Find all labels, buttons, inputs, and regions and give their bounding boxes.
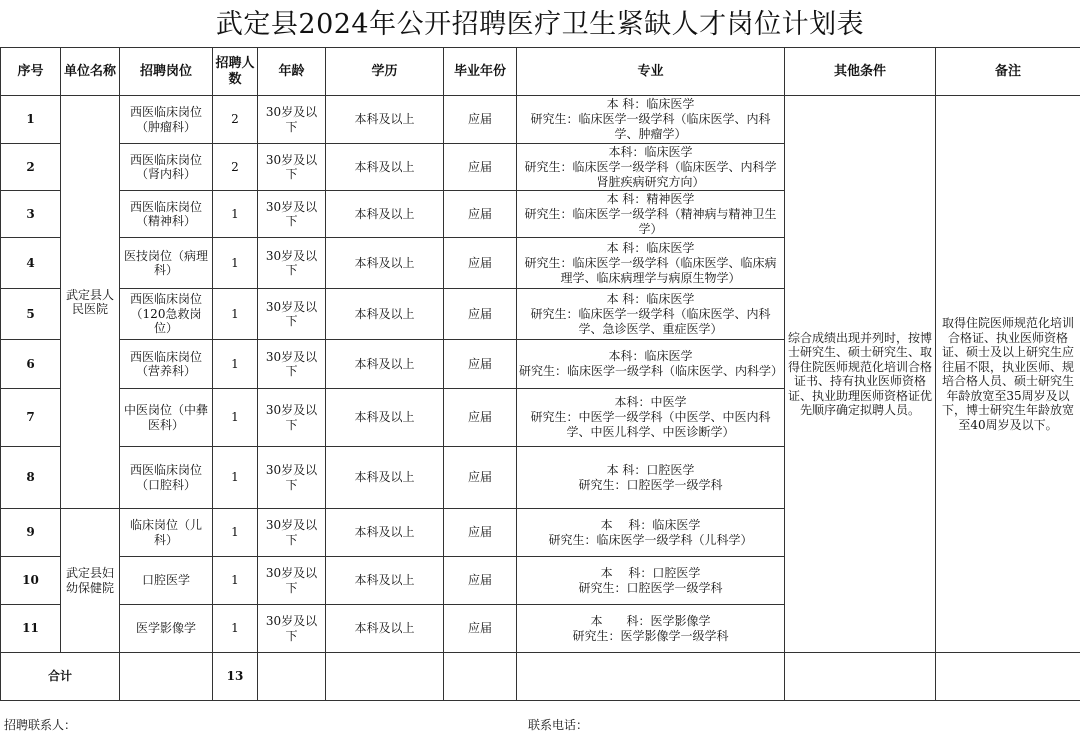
row-number: 8: [1, 447, 61, 509]
major-line: 研究生：临床医学一级学科（儿科学）: [548, 532, 753, 547]
graduation-year: 应届: [444, 509, 517, 557]
post-count: 1: [213, 557, 258, 605]
major-cell: [517, 191, 785, 238]
education: 本科及以上: [326, 509, 444, 557]
major-cell: [517, 340, 785, 389]
major-line: 研究生：中医学一级学科（中医学、中医内科学、中医儿科学、中医诊断学）: [530, 410, 771, 439]
education: 本科及以上: [326, 447, 444, 509]
major-line: 研究生：口腔医学一级学科: [578, 580, 723, 595]
major-line: 本 科：口腔医学: [606, 462, 695, 477]
empty-cell: [444, 653, 517, 701]
post-name: 临床岗位（儿科）: [120, 509, 213, 557]
post-count: 1: [213, 191, 258, 238]
header-cell: 备注: [936, 48, 1080, 96]
graduation-year: 应届: [444, 447, 517, 509]
major-cell: [517, 238, 785, 289]
graduation-year: 应届: [444, 238, 517, 289]
header-cell: 序号: [1, 48, 61, 96]
post-count: 1: [213, 509, 258, 557]
header-cell: 单位名称: [61, 48, 120, 96]
major-cell: [517, 605, 785, 653]
graduation-year: 应届: [444, 557, 517, 605]
row-number: 5: [1, 289, 61, 340]
page-title: 武定县2024年公开招聘医疗卫生紧缺人才岗位计划表: [215, 9, 865, 40]
header-cell: 招聘岗位: [120, 48, 213, 96]
post-count: 1: [213, 238, 258, 289]
education: 本科及以上: [326, 191, 444, 238]
major-line: 本科：中医学: [614, 395, 687, 409]
education: 本科及以上: [326, 605, 444, 653]
header-cell: 毕业年份: [444, 48, 517, 96]
header-cell: 其他条件: [785, 48, 936, 96]
post-count: 1: [213, 389, 258, 447]
header-cell: 学历: [326, 48, 444, 96]
row-number: 11: [1, 605, 61, 653]
major-line: 研究生：临床医学一级学科（精神病与精神卫生学）: [524, 206, 777, 236]
age-limit: 30岁及以下: [258, 447, 326, 509]
major-line: 本 科：临床医学: [600, 517, 701, 532]
graduation-year: 应届: [444, 605, 517, 653]
post-name: 西医临床岗位（口腔科）: [120, 447, 213, 509]
age-limit: 30岁及以下: [258, 605, 326, 653]
major-line: 研究生：医学影像学一级学科: [572, 628, 729, 643]
age-limit: 30岁及以下: [258, 389, 326, 447]
post-name: 医技岗位（病理科）: [120, 238, 213, 289]
major-cell: [517, 557, 785, 605]
major-cell: [517, 96, 785, 144]
education: 本科及以上: [326, 389, 444, 447]
total-row: [1, 653, 1080, 701]
post-count: 1: [213, 289, 258, 340]
total-label: 合计: [1, 653, 120, 701]
major-line: 本科：临床医学: [608, 349, 693, 363]
major-line: 本 科：临床医学: [606, 291, 695, 306]
graduation-year: 应届: [444, 289, 517, 340]
age-limit: 30岁及以下: [258, 289, 326, 340]
age-limit: 30岁及以下: [258, 144, 326, 191]
contact-person-label: 招聘联系人：: [4, 718, 77, 732]
empty-cell: [517, 653, 785, 701]
other-conditions: 综合成绩出现并列时，按博士研究生、硕士研究生、取得住院医师规范化培训合格证书、持有执业医师资格证、执业助理医师资格证优先顺序确定拟聘人员。: [785, 96, 936, 653]
remarks: 取得住院医师规范化培训合格证、执业医师资格证、硕士及以上研究生应往届不限，执业医师、规培合格人员、硕士研究生年龄放宽至35周岁及以下，博士研究生年龄放宽至40周岁及以下。: [936, 96, 1080, 653]
post-name: 西医临床岗位（肾内科）: [120, 144, 213, 191]
major-line: 研究生：临床医学一级学科（临床医学、内科学、肿瘤学）: [530, 112, 771, 141]
unit-name: 武定县人民医院: [61, 96, 120, 509]
unit-name: 武定县妇幼保健院: [61, 509, 120, 653]
major-cell: [517, 509, 785, 557]
major-cell: [517, 389, 785, 447]
major-cell: [517, 447, 785, 509]
empty-cell: [785, 653, 936, 701]
row-number: 1: [1, 96, 61, 144]
row-number: 2: [1, 144, 61, 191]
post-name: 西医临床岗位（120急救岗位）: [120, 289, 213, 340]
major-line: 研究生：临床医学一级学科（临床医学、内科学肾脏疾病研究方向）: [524, 159, 777, 189]
major-cell: [517, 289, 785, 340]
total-count: 13: [213, 653, 258, 701]
education: 本科及以上: [326, 96, 444, 144]
post-count: 2: [213, 144, 258, 191]
major-line: 本 科：临床医学: [606, 240, 695, 255]
age-limit: 30岁及以下: [258, 191, 326, 238]
major-line: 本 科：临床医学: [606, 97, 695, 111]
empty-cell: [936, 653, 1080, 701]
age-limit: 30岁及以下: [258, 509, 326, 557]
post-name: 中医岗位（中彝医科）: [120, 389, 213, 447]
education: 本科及以上: [326, 289, 444, 340]
age-limit: 30岁及以下: [258, 238, 326, 289]
post-name: 西医临床岗位（营养科）: [120, 340, 213, 389]
major-line: 研究生：口腔医学一级学科: [578, 477, 723, 492]
post-count: 1: [213, 447, 258, 509]
education: 本科及以上: [326, 340, 444, 389]
major-cell: [517, 144, 785, 191]
header-cell: 专业: [517, 48, 785, 96]
row-number: 6: [1, 340, 61, 389]
empty-cell: [326, 653, 444, 701]
age-limit: 30岁及以下: [258, 557, 326, 605]
row-number: 3: [1, 191, 61, 238]
row-number: 4: [1, 238, 61, 289]
recruitment-table: [0, 47, 1080, 701]
education: 本科及以上: [326, 144, 444, 191]
header-cell: 招聘人数: [213, 48, 258, 96]
major-line: 本科：临床医学: [608, 144, 693, 159]
major-line: 本 科：口腔医学: [600, 565, 701, 580]
graduation-year: 应届: [444, 144, 517, 191]
post-name: 西医临床岗位（肿瘤科）: [120, 96, 213, 144]
post-name: 口腔医学: [120, 557, 213, 605]
post-count: 1: [213, 605, 258, 653]
graduation-year: 应届: [444, 340, 517, 389]
graduation-year: 应届: [444, 389, 517, 447]
education: 本科及以上: [326, 557, 444, 605]
age-limit: 30岁及以下: [258, 340, 326, 389]
graduation-year: 应届: [444, 191, 517, 238]
post-name: 医学影像学: [120, 605, 213, 653]
header-cell: 年龄: [258, 48, 326, 96]
post-name: 西医临床岗位（精神科）: [120, 191, 213, 238]
empty-cell: [120, 653, 213, 701]
education: 本科及以上: [326, 238, 444, 289]
age-limit: 30岁及以下: [258, 96, 326, 144]
major-line: 本 科：医学影像学: [590, 613, 711, 628]
empty-cell: [258, 653, 326, 701]
major-line: 研究生：临床医学一级学科（临床医学、内科学）: [519, 364, 784, 378]
row-number: 10: [1, 557, 61, 605]
post-count: 1: [213, 340, 258, 389]
header-row: [1, 48, 1080, 96]
post-count: 2: [213, 96, 258, 144]
row-number: 9: [1, 509, 61, 557]
table-row: [1, 96, 1080, 144]
major-line: 研究生：临床医学一级学科（临床医学、临床病理学、临床病理学与病原生物学）: [524, 255, 777, 285]
row-number: 7: [1, 389, 61, 447]
contact-phone-label: 联系电话：: [528, 718, 589, 732]
major-line: 研究生：临床医学一级学科（临床医学、内科学、急诊医学、重症医学）: [530, 306, 771, 336]
major-line: 本 科：精神医学: [606, 191, 695, 206]
graduation-year: 应届: [444, 96, 517, 144]
